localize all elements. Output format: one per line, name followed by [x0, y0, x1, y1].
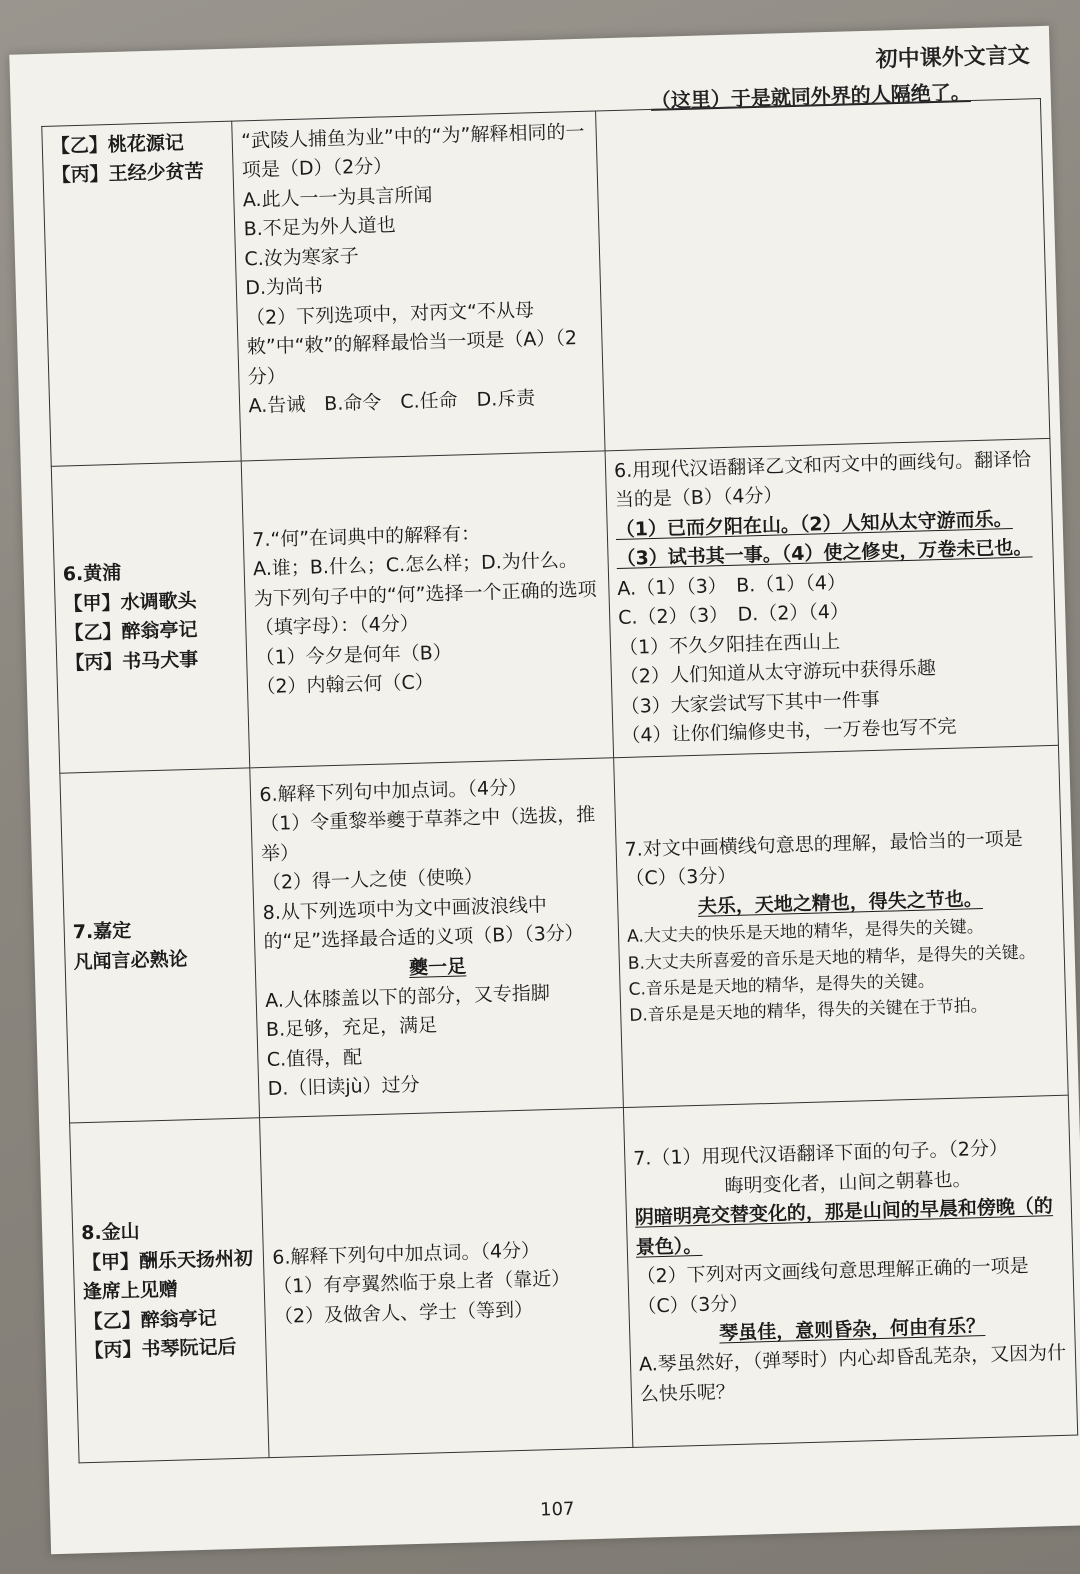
answer-line: （4）让你们编修史书，一万卷也写不完	[621, 715, 957, 747]
question-line: “武陵人捕鱼为业”中的“为”解释相同的一项是（D）（2分）	[240, 120, 585, 182]
question-line: （2）下列选项中，对丙文“不从母敕”中“敕”的解释最恰当一项是（A）（2分）	[245, 298, 578, 388]
question-line: 7.“何”在词典中的解释有：	[252, 522, 481, 552]
answer-line: 6.用现代汉语翻译乙文和丙文中的画线句。翻译恰当的是（B）（4分）	[613, 448, 1032, 512]
row-title-cell	[60, 768, 260, 1123]
question-line: 8.从下列选项中为文中画波浪线中的“足”选择最合适的义项（B）（3分）	[262, 893, 585, 954]
row-title-line: 【丙】书马犬事	[64, 648, 199, 675]
answer-line-underlined: 琴虽佳，意则昏杂，何由有乐？	[718, 1315, 986, 1345]
answer-line: 7.（1）用现代汉语翻译下面的句子。（2分）	[633, 1137, 1009, 1171]
question-line: A.谁；B.什么；C.怎么样；D.为什么。	[252, 549, 579, 581]
row-title-line: 凡闻言必熟论	[73, 948, 188, 974]
question-line: C.汝为寒家子	[244, 244, 360, 271]
table-row	[60, 746, 1068, 1124]
question-line: （2）内翰云何（C）	[256, 671, 435, 699]
row-title-line: 8.金山	[80, 1220, 140, 1245]
row-title-line: 【甲】酬乐天扬州初逢席上见赠	[81, 1247, 254, 1304]
top-carryover-note: （这里）于是就同外界的人隔绝了。	[650, 79, 972, 113]
answer-line: （3）大家尝试写下其中一件事	[620, 688, 880, 718]
question-line: （2）及做舍人、学士（等到）	[273, 1298, 534, 1328]
row-title-line: 【乙】桃花源记	[50, 131, 185, 158]
question-line: B.足够，充足，满足	[265, 1014, 438, 1042]
page-header-title: 初中课外文言文	[875, 43, 1031, 73]
question-cell	[260, 1108, 633, 1458]
answer-cell	[605, 438, 1058, 758]
question-line: （1）今夕是何年（B）	[255, 641, 452, 669]
question-line: （1）有亭翼然临于泉上者（靠近）	[272, 1267, 571, 1299]
row-title-line: 【甲】水调歌头	[63, 589, 197, 616]
answer-cell	[614, 746, 1069, 1108]
question-line: B.不足为外人道也	[243, 214, 396, 241]
question-cell	[242, 451, 614, 768]
question-line: （1）令重黎举夔于草莽之中（选拔，推举）	[259, 804, 596, 865]
row-title-line: 【丙】王经少贫苦	[51, 160, 204, 188]
question-cell	[250, 758, 623, 1118]
row-title-cell	[70, 1118, 270, 1463]
answer-line: A.（1）（3） B.（1）（4）	[617, 571, 847, 600]
row-title-line: 【丙】书琴阮记后	[84, 1336, 237, 1363]
answer-line: C.（2）（3） D.（2）（4）	[617, 600, 850, 630]
row-title-line: 6.黄浦	[62, 562, 122, 586]
answer-line: A.琴虽然好，（弹琴时）内心却昏乱芜杂，又因为什么快乐呢？	[638, 1342, 1067, 1406]
answer-line: 7.对文中画横线句意思的理解，最恰当的一项是（C）（3分）	[624, 827, 1023, 891]
answer-cell	[623, 1096, 1077, 1448]
answer-line: B.大丈夫所喜爱的音乐是天地的精华，是得失的关键。	[627, 942, 1037, 974]
question-line: 6.解释下列句中加点词。（4分）	[259, 776, 528, 807]
question-line: D.为尚书	[244, 275, 324, 300]
question-line: C.值得，配	[266, 1046, 363, 1071]
table-row	[70, 1096, 1078, 1464]
answer-cell	[596, 99, 1050, 451]
question-line: A.人体膝盖以下的部分，又专指脚	[264, 982, 551, 1013]
page-number: 107	[539, 1498, 575, 1521]
answer-line: C.音乐是是天地的精华，是得失的关键。	[628, 971, 936, 1000]
row-title-cell	[42, 121, 242, 466]
table-row	[42, 99, 1050, 467]
answer-line: （2）下列对丙文画线句意思理解正确的一项是（C）（3分）	[636, 1254, 1029, 1318]
answer-line: （2）人们知道从太守游玩中获得乐趣	[619, 657, 937, 689]
answer-line: 晦明变化者，山间之朝暮也。	[724, 1168, 972, 1198]
question-line: （2）得一人之使（使唤）	[261, 866, 484, 895]
answer-line-underlined: （1）已而夕阳在山。（2）人知从太守游而乐。（3）试书其一事。（4）使之修史，万卷未已也。	[615, 507, 1033, 571]
table-row	[51, 438, 1058, 773]
row-title-line: 7.嘉定	[72, 920, 132, 944]
answer-line: A.大丈夫的快乐是天地的精华，是得失的关键。	[626, 917, 984, 948]
answer-line-underlined: 阴暗明亮交替变化的，那是山间的早晨和傍晚（的景色）。	[634, 1195, 1054, 1259]
question-line: 6.解释下列句中加点词。（4分）	[272, 1239, 541, 1269]
row-title-line: 【乙】醉翁亭记	[64, 618, 198, 645]
question-cell	[232, 111, 605, 461]
question-line-underlined: 夔一足	[408, 955, 467, 979]
row-title-cell	[51, 461, 250, 774]
row-title-line: 【乙】醉翁亭记	[83, 1307, 217, 1333]
question-line: D.（旧读jù）过分	[267, 1074, 420, 1101]
answer-line: （1）不久夕阳挂在西山上	[618, 630, 841, 659]
question-line: A.此人一一为具言所闻	[242, 183, 433, 212]
question-line: 为下列句子中的“何”选择一个正确的选项（填字母）：（4分）	[253, 578, 597, 640]
answer-table	[41, 98, 1078, 1464]
document-page	[9, 26, 1080, 1554]
answer-line-underlined: 夫乐，天地之精也，得失之节也。	[697, 887, 983, 918]
question-line: A.告诫 B.命令 C.任命 D.斥责	[248, 387, 536, 418]
answer-line: D.音乐是是天地的精华，得失的关键在于节拍。	[629, 996, 988, 1027]
